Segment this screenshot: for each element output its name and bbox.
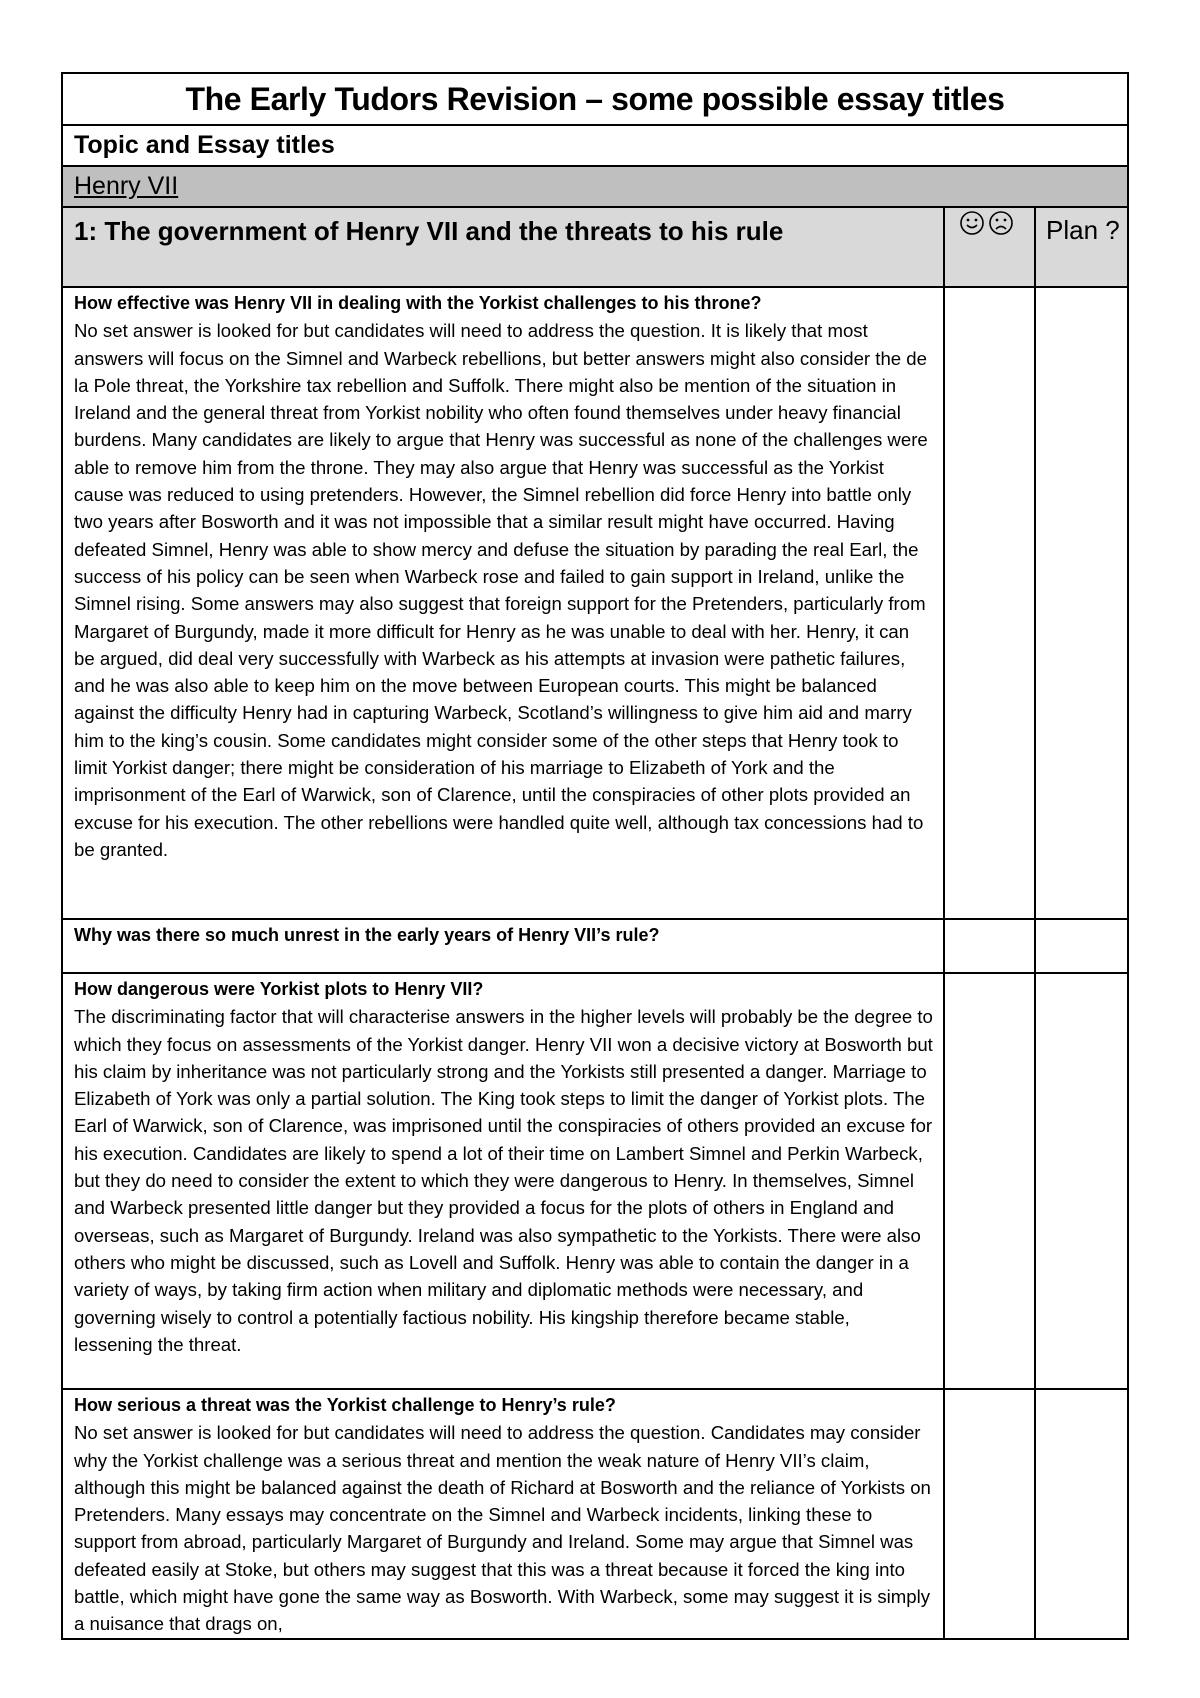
essay-row bbox=[62, 287, 1128, 919]
plan-cell[interactable] bbox=[1035, 1389, 1128, 1639]
essay-question: Why was there so much unrest in the early years of Henry VII’s rule? bbox=[74, 925, 660, 945]
essay-answer: The discriminating factor that will characterise answers in the higher levels will probably be the degree to which they focus on assessments of the Yorkist danger. Henry VII won a decisive victory at Bosworth but his claim by inheritance was not particularly strong and the Yorkists still presented a danger. Marriage to Elizabeth of York was only a partial solution. The King took steps to limit the danger of Yorkist plots. The Earl of Warwick, son of Clarence, was imprisoned until the conspiracies of others provided an excuse for his execution. Candidates are likely to spend a lot of their time on Lambert Simnel and Perkin Warbeck, but they do need to consider the extent to which they were dangerous to Henry. In themselves, Simnel and Warbeck presented little danger but they provided a focus for the plots of others in England and overseas, such as Margaret of Burgundy. Ireland was also sympathetic to the Yorkists. There were also others who might be discussed, such as Lovell and Suffolk. Henry was able to contain the danger in a variety of ways, by taking firm action when military and diplomatic methods were necessary, and governing wisely to control a potentially factious nobility. His kingship therefore became stable, lessening the threat. bbox=[74, 1006, 933, 1355]
essay-row bbox=[62, 1389, 1128, 1639]
plan-column-header: Plan ? bbox=[1035, 207, 1128, 287]
rating-cell[interactable] bbox=[944, 973, 1035, 1389]
essay-question: How serious a threat was the Yorkist challenge to Henry’s rule? bbox=[74, 1395, 616, 1415]
essay-answer: No set answer is looked for but candidates will need to address the question. Candidates may consider why the Yorkist challenge was a serious threat and mention the weak nature of Henry VII’s claim, although this might be balanced against the death of Richard at Bosworth and the reliance of Yorkists on Pretenders. Many essays may concentrate on the Simnel and Warbeck incidents, linking these to support from abroad, particularly Margaret of Burgundy and Ireland. Some may argue that Simnel was defeated easily at Stoke, but others may suggest that this was a threat because it forced the king into battle, which might have gone the same way as Bosworth. With Warbeck, some may suggest it is simply a nuisance that drags on, bbox=[74, 1422, 931, 1635]
essay-answer: No set answer is looked for but candidates will need to address the question. It is likely that most answers will focus on the Simnel and Warbeck rebellions, but better answers might also consider the de la Pole threat, the Yorkshire tax rebellion and Suffolk. There might also be mention of the situation in Ireland and the general threat from Yorkist nobility who often found themselves under heavy financial burdens. Many candidates are likely to argue that Henry was successful as none of the challenges were able to remove him from the throne. They may also argue that Henry was successful as the Yorkist cause was reduced to using pretenders. However, the Simnel rebellion did force Henry into battle only two years after Bosworth and it was not impossible that a similar result might have occurred. Having defeated Simnel, Henry was able to show mercy and defuse the situation by parading the real Earl, the success of his policy can be seen when Warbeck rose and failed to gain support in Ireland, unlike the Simnel rising. Some answers may also suggest that foreign support for the Pretenders, particularly from Margaret of Burgundy, made it more difficult for Henry as he was unable to deal with her. Henry, it can be argued, did deal very successfully with Warbeck as his attempts at invasion were pathetic failures, and he was also able to keep him on the move between European courts. This might be balanced against the difficulty Henry had in capturing Warbeck, Scotland’s willingness to give him aid and marry him to the king’s cousin. Some candidates might consider some of the other steps that Henry took to limit Yorkist danger; there might be consideration of his marriage to Elizabeth of York and the imprisonment of the Earl of Warwick, son of Clarence, until the conspiracies of other plots provided an excuse for his execution. The other rebellions were handled quite well, although tax concessions had to be granted. bbox=[74, 320, 928, 860]
topic-heading-row bbox=[62, 207, 1128, 287]
essay-question: How effective was Henry VII in dealing with the Yorkist challenges to his throne? bbox=[74, 293, 762, 313]
topic-label: Topic and Essay titles bbox=[62, 125, 1128, 166]
section-row bbox=[62, 166, 1128, 207]
essay-row bbox=[62, 919, 1128, 973]
rating-cell[interactable] bbox=[944, 1389, 1035, 1639]
plan-cell[interactable] bbox=[1035, 919, 1128, 973]
rating-cell[interactable] bbox=[944, 919, 1035, 973]
smiley-face-icon bbox=[959, 210, 985, 236]
section-title: Henry VII bbox=[74, 172, 179, 200]
page-title: The Early Tudors Revision – some possible essay titles bbox=[62, 73, 1128, 125]
essay-row bbox=[62, 973, 1128, 1389]
essay-cell bbox=[62, 287, 944, 919]
plan-cell[interactable] bbox=[1035, 287, 1128, 919]
title-row bbox=[62, 73, 1128, 125]
rating-cell[interactable] bbox=[944, 287, 1035, 919]
essay-cell bbox=[62, 1389, 944, 1639]
essay-cell bbox=[62, 973, 944, 1389]
sad-face-icon bbox=[988, 210, 1014, 236]
essay-question: How dangerous were Yorkist plots to Henry VII? bbox=[74, 979, 484, 999]
plan-cell[interactable] bbox=[1035, 973, 1128, 1389]
essay-cell bbox=[62, 919, 944, 973]
topic-heading: 1: The government of Henry VII and the threats to his rule bbox=[62, 207, 944, 287]
topic-label-row bbox=[62, 125, 1128, 166]
section-heading bbox=[62, 166, 1128, 207]
rating-column-header bbox=[944, 207, 1035, 287]
essay-titles-table bbox=[61, 72, 1129, 1640]
